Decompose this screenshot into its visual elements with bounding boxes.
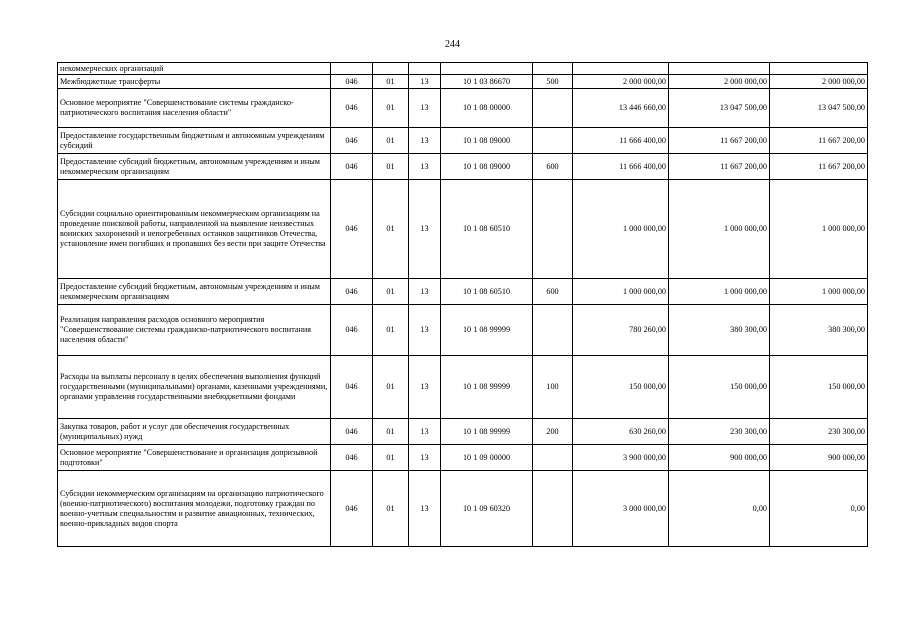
- amount-year1-cell: 11 666 400,00: [573, 128, 669, 154]
- amount-year1-cell: 13 446 660,00: [573, 89, 669, 128]
- table-row: [58, 419, 868, 445]
- amount-year3-cell: 11 667 200,00: [770, 128, 868, 154]
- table-row: [58, 471, 868, 547]
- gr-code-cell: [331, 63, 373, 75]
- section-cell: 01: [373, 445, 409, 471]
- description-cell: Субсидии социально ориентированным некоммерческим организациям на проведение поисковой работы, направленной на выявление неизвестных воинских захоронений и непогребенных останков защитников Отечества, установление имен погибших и пропавших без вести при защите Отечества: [58, 180, 331, 279]
- table-row: [58, 154, 868, 180]
- amount-year3-cell: 1 000 000,00: [770, 180, 868, 279]
- gr-code-cell: 046: [331, 305, 373, 356]
- budget-table: [57, 62, 868, 547]
- amount-year2-cell: 230 300,00: [669, 419, 770, 445]
- section-cell: 01: [373, 180, 409, 279]
- subsection-cell: 13: [409, 75, 441, 89]
- description-cell: Предоставление субсидий бюджетным, автономным учреждениям и иным некоммерческим организациям: [58, 279, 331, 305]
- expense-type-cell: 100: [533, 356, 573, 419]
- target-article-cell: 10 1 08 99999: [441, 356, 533, 419]
- gr-code-cell: 046: [331, 128, 373, 154]
- description-cell: Основное мероприятие "Совершенствование и организация допризывной подготовки": [58, 445, 331, 471]
- subsection-cell: 13: [409, 128, 441, 154]
- description-cell: некоммерческих организаций: [58, 63, 331, 75]
- table-row: [58, 445, 868, 471]
- table-row: [58, 128, 868, 154]
- section-cell: 01: [373, 154, 409, 180]
- gr-code-cell: 046: [331, 180, 373, 279]
- amount-year2-cell: 0,00: [669, 471, 770, 547]
- description-cell: Реализация направления расходов основного мероприятия "Совершенствование системы гражданско-патриотического воспитания населения области": [58, 305, 331, 356]
- gr-code-cell: 046: [331, 154, 373, 180]
- section-cell: 01: [373, 279, 409, 305]
- description-cell: Предоставление государственным бюджетным и автономным учреждениям субсидий: [58, 128, 331, 154]
- target-article-cell: 10 1 09 00000: [441, 445, 533, 471]
- table-row: [58, 75, 868, 89]
- subsection-cell: 13: [409, 279, 441, 305]
- amount-year2-cell: 11 667 200,00: [669, 154, 770, 180]
- amount-year2-cell: 11 667 200,00: [669, 128, 770, 154]
- table-row: [58, 305, 868, 356]
- subsection-cell: 13: [409, 419, 441, 445]
- subsection-cell: 13: [409, 305, 441, 356]
- section-cell: 01: [373, 356, 409, 419]
- description-cell: Межбюджетные трансферты: [58, 75, 331, 89]
- subsection-cell: 13: [409, 154, 441, 180]
- amount-year1-cell: 3 000 000,00: [573, 471, 669, 547]
- amount-year1-cell: 11 666 400,00: [573, 154, 669, 180]
- amount-year3-cell: 11 667 200,00: [770, 154, 868, 180]
- section-cell: 01: [373, 89, 409, 128]
- amount-year2-cell: 150 000,00: [669, 356, 770, 419]
- expense-type-cell: [533, 471, 573, 547]
- amount-year1-cell: 2 000 000,00: [573, 75, 669, 89]
- description-cell: Закупка товаров, работ и услуг для обеспечения государственных (муниципальных) нужд: [58, 419, 331, 445]
- subsection-cell: 13: [409, 89, 441, 128]
- target-article-cell: 10 1 03 86670: [441, 75, 533, 89]
- amount-year3-cell: 2 000 000,00: [770, 75, 868, 89]
- amount-year2-cell: 380 300,00: [669, 305, 770, 356]
- table-row: [58, 63, 868, 75]
- amount-year1-cell: 1 000 000,00: [573, 180, 669, 279]
- target-article-cell: 10 1 08 00000: [441, 89, 533, 128]
- expense-type-cell: [533, 180, 573, 279]
- expense-type-cell: 600: [533, 154, 573, 180]
- section-cell: 01: [373, 471, 409, 547]
- table-row: [58, 279, 868, 305]
- target-article-cell: [441, 63, 533, 75]
- section-cell: [373, 63, 409, 75]
- description-cell: Основное мероприятие "Совершенствование системы гражданско-патриотического воспитания населения области": [58, 89, 331, 128]
- amount-year2-cell: 13 047 500,00: [669, 89, 770, 128]
- description-cell: Предоставление субсидий бюджетным, автономным учреждениям и иным некоммерческим организациям: [58, 154, 331, 180]
- expense-type-cell: 200: [533, 419, 573, 445]
- amount-year2-cell: 1 000 000,00: [669, 279, 770, 305]
- target-article-cell: 10 1 08 09000: [441, 128, 533, 154]
- section-cell: 01: [373, 305, 409, 356]
- expense-type-cell: [533, 128, 573, 154]
- target-article-cell: 10 1 08 99999: [441, 419, 533, 445]
- table-row: [58, 180, 868, 279]
- gr-code-cell: 046: [331, 445, 373, 471]
- amount-year3-cell: [770, 63, 868, 75]
- amount-year3-cell: 150 000,00: [770, 356, 868, 419]
- amount-year2-cell: 1 000 000,00: [669, 180, 770, 279]
- amount-year3-cell: 1 000 000,00: [770, 279, 868, 305]
- page-number: 244: [445, 39, 460, 50]
- amount-year2-cell: 900 000,00: [669, 445, 770, 471]
- table-row: [58, 89, 868, 128]
- amount-year1-cell: 150 000,00: [573, 356, 669, 419]
- amount-year3-cell: 0,00: [770, 471, 868, 547]
- gr-code-cell: 046: [331, 356, 373, 419]
- amount-year2-cell: [669, 63, 770, 75]
- target-article-cell: 10 1 08 60510: [441, 279, 533, 305]
- amount-year3-cell: 13 047 500,00: [770, 89, 868, 128]
- target-article-cell: 10 1 08 99999: [441, 305, 533, 356]
- target-article-cell: 10 1 08 60510: [441, 180, 533, 279]
- subsection-cell: 13: [409, 356, 441, 419]
- subsection-cell: [409, 63, 441, 75]
- table-row: [58, 356, 868, 419]
- amount-year3-cell: 900 000,00: [770, 445, 868, 471]
- section-cell: 01: [373, 128, 409, 154]
- gr-code-cell: 046: [331, 89, 373, 128]
- description-cell: Расходы на выплаты персоналу в целях обеспечения выполнения функций государственными (муниципальными) органами, казенными учреждениями, органами управления государственными внебюджетными фондами: [58, 356, 331, 419]
- gr-code-cell: 046: [331, 419, 373, 445]
- amount-year1-cell: 1 000 000,00: [573, 279, 669, 305]
- gr-code-cell: 046: [331, 279, 373, 305]
- description-cell: Субсидии некоммерческим организациям на организацию патриотического (военно-патриотического) воспитания молодежи, подготовку граждан по военно-учетным специальностям и развитие авиационных, технических, военно-прикладных видов спорта: [58, 471, 331, 547]
- target-article-cell: 10 1 09 60320: [441, 471, 533, 547]
- amount-year1-cell: 3 900 000,00: [573, 445, 669, 471]
- amount-year3-cell: 380 300,00: [770, 305, 868, 356]
- amount-year1-cell: 630 260,00: [573, 419, 669, 445]
- expense-type-cell: 500: [533, 75, 573, 89]
- gr-code-cell: 046: [331, 75, 373, 89]
- amount-year3-cell: 230 300,00: [770, 419, 868, 445]
- expense-type-cell: 600: [533, 279, 573, 305]
- section-cell: 01: [373, 75, 409, 89]
- section-cell: 01: [373, 419, 409, 445]
- subsection-cell: 13: [409, 445, 441, 471]
- amount-year2-cell: 2 000 000,00: [669, 75, 770, 89]
- subsection-cell: 13: [409, 180, 441, 279]
- amount-year1-cell: [573, 63, 669, 75]
- expense-type-cell: [533, 89, 573, 128]
- subsection-cell: 13: [409, 471, 441, 547]
- target-article-cell: 10 1 08 09000: [441, 154, 533, 180]
- expense-type-cell: [533, 63, 573, 75]
- table-body: [58, 63, 868, 547]
- gr-code-cell: 046: [331, 471, 373, 547]
- expense-type-cell: [533, 445, 573, 471]
- amount-year1-cell: 780 260,00: [573, 305, 669, 356]
- expense-type-cell: [533, 305, 573, 356]
